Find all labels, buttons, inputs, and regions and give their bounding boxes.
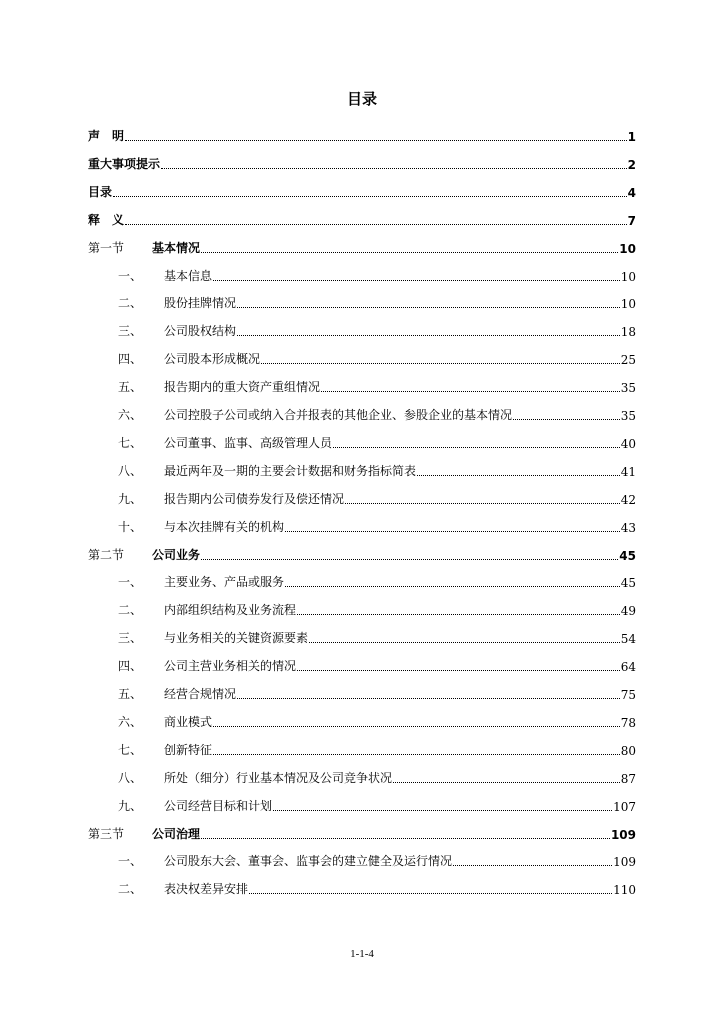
toc-entry-page: 25 [620, 353, 636, 368]
toc-entry[interactable] [0, 347, 724, 371]
toc-entry-page: 41 [620, 464, 636, 479]
toc-entry-title: 基本情况 [152, 240, 201, 255]
toc-entry-number: 一、 [118, 268, 143, 283]
toc-entry-number: 八、 [118, 770, 143, 785]
toc-entry-line [118, 880, 636, 897]
toc-entry[interactable] [0, 236, 724, 260]
dot-leader [261, 363, 620, 364]
toc-entry-number: 七、 [118, 742, 143, 757]
toc-entry-page: 1 [627, 130, 636, 144]
toc-entry-page: 110 [613, 883, 636, 898]
toc-entry-number: 六、 [118, 408, 143, 422]
toc-entry-line [88, 825, 636, 842]
toc-entry-title: 主要业务、产品或服务 [164, 575, 285, 590]
toc-entry[interactable] [0, 431, 724, 455]
toc-entry-line [88, 211, 636, 228]
dot-leader [213, 280, 620, 281]
toc-entry-title: 公司主营业务相关的情况 [164, 659, 297, 674]
toc-entry[interactable] [0, 543, 724, 567]
toc-entry[interactable] [0, 794, 724, 818]
toc-entry-number: 四、 [118, 352, 143, 367]
toc-entry[interactable] [0, 682, 724, 706]
page-number: 1-1-4 [350, 948, 374, 960]
toc-entry[interactable] [0, 710, 724, 734]
toc-entry-title: 创新特征 [164, 742, 213, 757]
dot-leader [201, 559, 618, 560]
toc-entry-page: 54 [620, 632, 636, 647]
toc-entry-line [118, 378, 636, 395]
toc-entry-number: 七、 [118, 435, 143, 450]
toc-entry-page: 80 [620, 743, 636, 758]
toc-entry-title: 公司股东大会、董事会、监事会的建立健全及运行情况 [164, 854, 453, 869]
toc-entry-page: 18 [620, 325, 636, 340]
toc-entry-line [118, 518, 636, 535]
toc-entry-title: 报告期内公司债券发行及偿还情况 [164, 491, 345, 506]
toc-entry-line [118, 601, 636, 618]
toc-entry-line [88, 127, 636, 144]
toc-entry[interactable] [0, 654, 724, 678]
toc-entry-page: 87 [620, 771, 636, 786]
toc-entry[interactable] [0, 180, 724, 204]
toc-entry-page: 2 [627, 157, 636, 172]
dot-leader [161, 168, 627, 169]
dot-leader [125, 224, 627, 225]
toc-entry-title: 目录 [88, 184, 113, 199]
toc-entry-title: 经营合规情况 [164, 687, 237, 701]
dot-leader [513, 419, 620, 420]
toc-entry-title: 声 明 [88, 129, 125, 143]
toc-entry[interactable] [0, 766, 724, 790]
toc-entry[interactable] [0, 849, 724, 873]
toc-entry-page: 75 [620, 688, 636, 702]
toc-entry-number: 六、 [118, 714, 143, 729]
dot-leader [297, 614, 620, 615]
toc-entry-page: 45 [619, 548, 636, 563]
dot-leader [453, 865, 612, 866]
dot-leader [285, 586, 620, 587]
toc-entry-page: 7 [627, 213, 636, 228]
toc-entry-number: 第三节 [88, 826, 125, 841]
toc-entry-number: 五、 [118, 687, 143, 701]
toc-entry-page: 10 [619, 241, 636, 256]
toc-entry-number: 三、 [118, 324, 143, 339]
toc-entry-number: 第二节 [88, 547, 125, 562]
toc-entry-title: 重大事项提示 [88, 156, 161, 171]
toc-entry-line [88, 155, 636, 172]
toc-entry-title: 股份挂牌情况 [164, 296, 237, 311]
toc-entry-line [118, 490, 636, 507]
toc-entry-line [118, 629, 636, 646]
toc-entry-number: 十、 [118, 519, 143, 534]
toc-entry-line [118, 294, 636, 311]
toc-entry-number: 五、 [118, 380, 143, 395]
toc-entry-line [88, 183, 636, 200]
toc-entry-line [118, 434, 636, 451]
toc-entry-title: 公司股权结构 [164, 324, 237, 339]
dot-leader [393, 782, 620, 783]
dot-leader [321, 391, 620, 392]
dot-leader [125, 140, 627, 141]
toc-entry-title: 释 义 [88, 212, 125, 227]
toc-entry-line [118, 713, 636, 730]
toc-entry-line [118, 267, 636, 284]
dot-leader [201, 252, 618, 253]
toc-entry-page: 64 [620, 660, 636, 675]
toc-entry-line [118, 657, 636, 674]
toc-entry-line [118, 573, 636, 590]
toc-entry-page: 4 [627, 185, 636, 200]
dot-leader [309, 642, 620, 643]
toc-entry[interactable] [0, 375, 724, 399]
toc-entry[interactable] [0, 487, 724, 511]
toc-entry-title: 与本次挂牌有关的机构 [164, 519, 285, 534]
toc-entry-line [118, 350, 636, 367]
toc-entry[interactable] [0, 208, 724, 232]
toc-entry-number: 九、 [118, 798, 143, 813]
toc-entry-title: 报告期内的重大资产重组情况 [164, 380, 321, 395]
dot-leader [237, 698, 620, 699]
toc-entry-title: 基本信息 [164, 268, 213, 283]
toc-entry-number: 九、 [118, 491, 143, 506]
toc-entry-title: 公司控股子公司或纳入合并报表的其他企业、参股企业的基本情况 [164, 408, 513, 422]
toc-entry-number: 一、 [118, 854, 143, 869]
dot-leader [113, 196, 627, 197]
toc-entry-line [118, 769, 636, 786]
toc-entry-line [118, 322, 636, 339]
toc-entry-page: 40 [620, 436, 636, 451]
toc-entry[interactable] [0, 626, 724, 650]
toc-entry[interactable] [0, 459, 724, 483]
dot-leader [249, 893, 612, 894]
dot-leader [297, 670, 620, 671]
toc-entry-line [118, 462, 636, 479]
toc-entry-line [118, 685, 636, 702]
toc-entry-page: 42 [620, 492, 636, 507]
toc-entry-title: 所处（细分）行业基本情况及公司竞争状况 [164, 770, 393, 785]
dot-leader [201, 838, 610, 839]
toc-entry[interactable] [0, 403, 724, 427]
toc-entry-line [118, 741, 636, 758]
toc-entry[interactable] [0, 877, 724, 901]
toc-entry-page: 10 [620, 297, 636, 312]
toc-entry-title: 公司业务 [152, 547, 201, 562]
toc-entry[interactable] [0, 598, 724, 622]
dot-leader [237, 335, 620, 336]
dot-leader [345, 503, 620, 504]
toc-entry-title: 表决权差异安排 [164, 882, 249, 897]
dot-leader [273, 810, 612, 811]
toc-entry-title: 公司董事、监事、高级管理人员 [164, 435, 333, 450]
toc-entry-number: 二、 [118, 882, 143, 897]
toc-entry-number: 一、 [118, 575, 143, 590]
toc-entry-number: 二、 [118, 603, 143, 618]
dot-leader [213, 726, 620, 727]
toc-entry-page: 109 [610, 827, 636, 842]
dot-leader [237, 307, 620, 308]
toc-entry[interactable] [0, 515, 724, 539]
dot-leader [333, 447, 620, 448]
toc-entry[interactable] [0, 570, 724, 594]
toc-entry-title: 内部组织结构及业务流程 [164, 603, 297, 618]
toc-entry-page: 35 [620, 381, 636, 396]
toc-entry-page: 35 [620, 409, 636, 423]
toc-entry-page: 107 [613, 799, 636, 814]
toc-entry-line [118, 406, 636, 423]
toc-entry-page: 10 [620, 269, 636, 284]
toc-entry-page: 78 [620, 715, 636, 730]
toc-entry-line [118, 852, 636, 869]
toc-entry-page: 109 [613, 855, 636, 870]
toc-entry-number: 二、 [118, 296, 143, 311]
toc-entry-number: 八、 [118, 463, 143, 478]
toc-entry-line [88, 239, 636, 256]
toc-entry-title: 最近两年及一期的主要会计数据和财务指标简表 [164, 463, 417, 478]
toc-entry-number: 四、 [118, 659, 143, 674]
dot-leader [213, 754, 620, 755]
dot-leader [417, 475, 620, 476]
toc-entry[interactable] [0, 319, 724, 343]
toc-entry-title: 公司股本形成概况 [164, 352, 261, 367]
dot-leader [285, 531, 620, 532]
toc-entry[interactable] [0, 738, 724, 762]
toc-entry-number: 三、 [118, 631, 143, 646]
toc-entry[interactable] [0, 264, 724, 288]
toc-entry[interactable] [0, 152, 724, 176]
toc-entry-page: 49 [620, 604, 636, 619]
toc-entry-line [118, 797, 636, 814]
toc-entry-page: 45 [620, 576, 636, 591]
toc-entry-title: 公司治理 [152, 826, 201, 841]
toc-entry[interactable] [0, 822, 724, 846]
page-title: 目录 [346, 90, 377, 108]
toc-entry-title: 公司经营目标和计划 [164, 798, 273, 813]
toc-entry-page: 43 [620, 520, 636, 535]
toc-entry[interactable] [0, 291, 724, 315]
toc-entry-line [88, 546, 636, 563]
toc-entry[interactable] [0, 124, 724, 148]
toc-entry-number: 第一节 [88, 240, 125, 255]
toc-entry-title: 商业模式 [164, 714, 213, 729]
toc-entry-title: 与业务相关的关键资源要素 [164, 631, 309, 646]
